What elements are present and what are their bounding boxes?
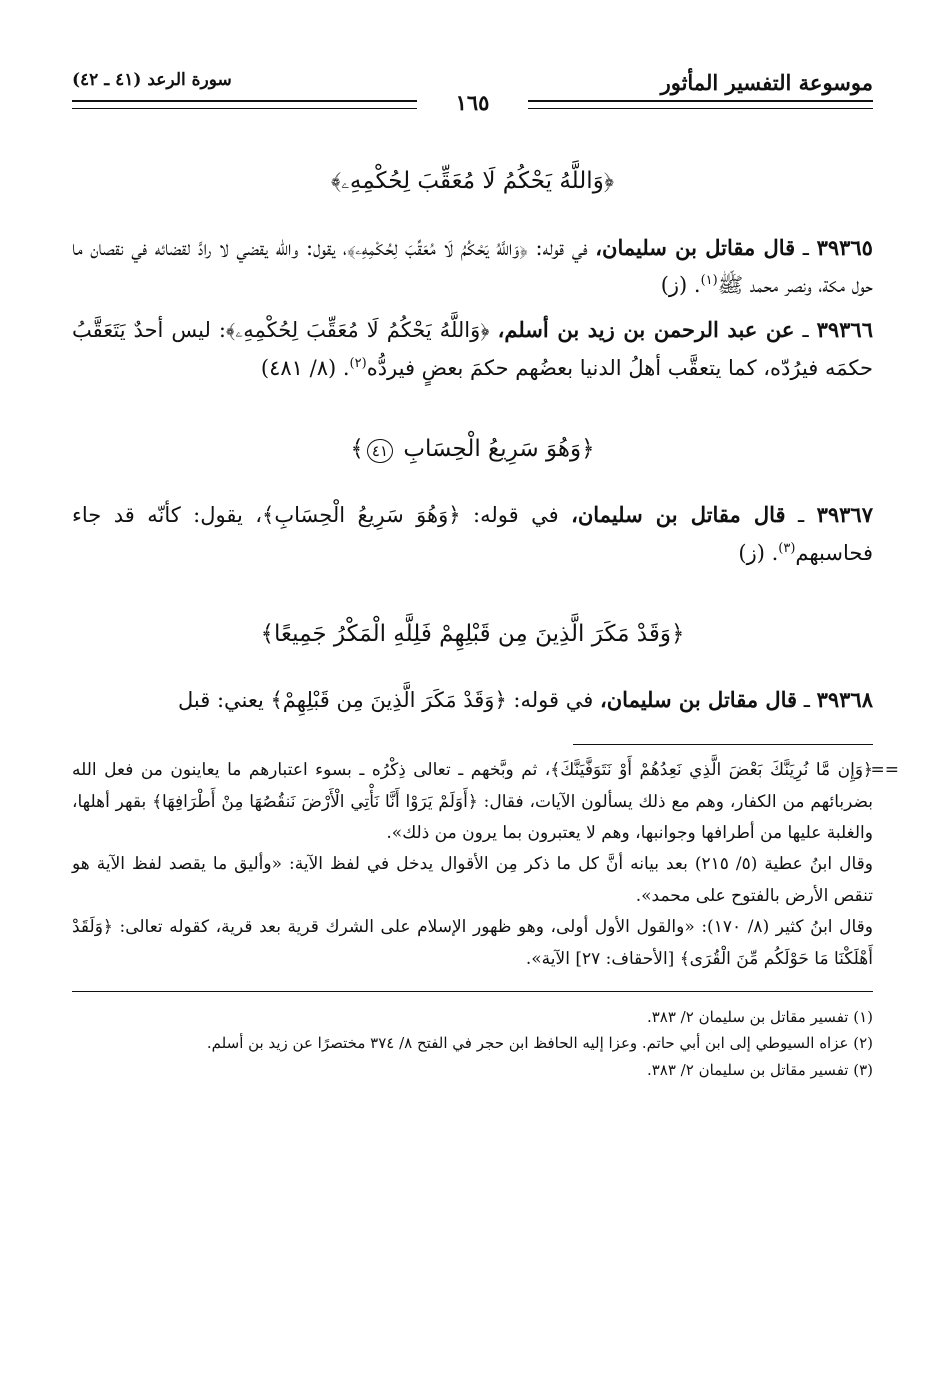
ayah-heading-close: ﴾: [350, 435, 364, 462]
ayah-heading: ﴿وَقَدْ مَكَرَ الَّذِينَ مِن قَبْلِهِمْ فَلِلَّهِ الْمَكْرُ جَمِيعًا﴾: [260, 620, 685, 647]
narrator: قال مقاتل بن سليمان،: [595, 234, 796, 260]
narration-entry: ٣٩٣٦٥ ـ قال مقاتل بن سليمان، في قوله: ﴿وَاللَّهُ يَحْكُمُ لَا مُعَقِّبَ لِحُكْمِهِۦ﴾، يقول: والله يقضي لا رادَّ لقضائه في نقصان ما حول مكة، ونصر محمد ﷺ$^{(١)}$. (ز): [72, 234, 873, 298]
continuation-mark: ==: [870, 760, 899, 781]
narration-entry: ٣٩٣٦٧ ـ قال مقاتل بن سليمان، في قوله: ﴿وَهُوَ سَرِيعُ الْحِسَابِ﴾، يقول: كأنّه قد جاء فحاسبهم$^{(٣)}$. (ز): [72, 502, 873, 565]
narration-number: ٣٩٣٦٨: [816, 687, 873, 713]
narration-tail: . (ز): [660, 273, 701, 298]
footnotes-rule: [72, 991, 873, 992]
ayah-heading: ﴿وَاللَّهُ يَحْكُمُ لَا مُعَقِّبَ لِحُكْمِهِۦ﴾: [330, 168, 614, 194]
book-title: موسوعة التفسير المأثور: [660, 70, 873, 95]
narration-entry: ٣٩٣٦٦ ـ عن عبد الرحمن بن زيد بن أسلم، ﴿وَاللَّهُ يَحْكُمُ لَا مُعَقِّبَ لِحُكْمِهِۦ﴾: ليس أحدٌ يَتَعَقَّبُ حكمَه فيرُدّه، كما يتعقَّب أهلُ الدنيا بعضُهم حكمَ بعضٍ فيردُّه$^{(٢)}$. (٨/ ٤٨١): [72, 317, 873, 380]
commentary-paragraph: وقال ابنُ عطية (٥/ ٢١٥) بعد بيانه أنَّ كل ما ذكر مِن الأقوال يدخل في لفظ الآية: «وأليق ما يقصد لفظ الآية هو تنقص الأرض بالفتوح على محمد».: [72, 854, 873, 906]
narration-tail: . (٨/ ٤٨١): [260, 355, 350, 380]
footnotes: [72, 1004, 873, 1083]
footnote-ref[interactable]: (١): [700, 273, 718, 289]
surah-name: سورة الرعد (٤١ ـ ٤٢): [72, 70, 232, 90]
narration-text: في قوله: ﴿وَهُوَ سَرِيعُ الْحِسَابِ﴾، يقول: كأنّه قد جاء فحاسبهم: [72, 503, 873, 565]
narrator: عن عبد الرحمن بن زيد بن أسلم،: [497, 317, 795, 343]
narrator: قال مقاتل بن سليمان،: [571, 502, 786, 528]
narration-tail: . (ز): [738, 540, 779, 565]
ayah-number-badge: ٤١: [367, 439, 393, 464]
narration-text: ﴿وَاللَّهُ يَحْكُمُ لَا مُعَقِّبَ لِحُكْمِهِۦ﴾: ليس أحدٌ يَتَعَقَّبُ حكمَه فيرُدّه، كما يتعقَّب أهلُ الدنيا بعضُهم حكمَ بعضٍ فيردُّه: [72, 318, 873, 380]
narration-text: في قوله: ﴿وَاللَّهُ يَحْكُمُ لَا مُعَقِّبَ لِحُكْمِهِۦ﴾، يقول: والله يقضي لا رادَّ لقضائه في نقصان ما حول مكة، ونصر محمد ﷺ: [72, 235, 873, 298]
commentary-rule: [573, 744, 873, 745]
footnote-ref[interactable]: (٢): [349, 355, 367, 371]
commentary-paragraph: ﴿وَإِن مَّا نُرِيَنَّكَ بَعْضَ الَّذِي نَعِدُهُمْ أَوْ نَتَوَفَّيَنَّكَ﴾، ثم وبَّخهم ـ تعالى ذِكْرُه ـ بسوء اعتبارهم ما يعاينون من فعل الله بضربائهم من الكفار، وهم مع ذلك يسألون الآيات، فقال: ﴿أَوَلَمْ يَرَوْا أَنَّا نَأْتِي الْأَرْضَ نَنقُصُهَا مِنْ أَطْرَافِهَا﴾ بقهر أهلها، والغلبة عليها من أطرافها وجوانبها، وهم لا يعتبرون بما يرون من ذلك».: [72, 760, 873, 843]
footnote: (٣) تفسير مقاتل بن سليمان ٢/ ٣٨٣.: [646, 1060, 873, 1079]
ayah-heading: [72, 432, 873, 467]
narration-number: ٣٩٣٦٦: [816, 317, 873, 343]
narration-number: ٣٩٣٦٥: [816, 234, 873, 260]
footnote: (٢) عزاه السيوطي إلى ابن أبي حاتم. وعزا إليه الحافظ ابن حجر في الفتح ٨/ ٣٧٤ مختصرًا عن زيد بن أسلم.: [206, 1034, 873, 1053]
commentary: [72, 755, 899, 975]
page-header: [72, 60, 873, 120]
narration-number: ٣٩٣٦٧: [816, 502, 873, 528]
header-rule-left: [72, 100, 417, 109]
footnote: (١) تفسير مقاتل بن سليمان ٢/ ٣٨٣.: [646, 1008, 873, 1027]
ayah-heading-text: ﴿وَهُوَ سَرِيعُ الْحِسَابِ: [403, 435, 595, 462]
narration-text: في قوله: ﴿وَقَدْ مَكَرَ الَّذِينَ مِن قَبْلِهِمْ﴾ يعني: قبل: [177, 688, 594, 713]
footnote-ref[interactable]: (٣): [778, 540, 796, 556]
page-number: ١٦٥: [455, 90, 490, 115]
narrator: قال مقاتل بن سليمان،: [599, 687, 798, 713]
commentary-paragraph: وقال ابنُ كثير (٨/ ١٧٠): «والقول الأول أولى، وهو ظهور الإسلام على الشرك قرية بعد قرية، كقوله تعالى: ﴿وَلَقَدْ أَهْلَكْنَا مَا حَوْلَكُم مِّنَ الْقُرَى﴾ [الأحقاف: ٢٧] الآية».: [72, 917, 873, 969]
page: [72, 60, 899, 1346]
narration-entry: ٣٩٣٦٨ ـ قال مقاتل بن سليمان، في قوله: ﴿وَقَدْ مَكَرَ الَّذِينَ مِن قَبْلِهِمْ﴾ يعني: قبل: [177, 687, 873, 713]
